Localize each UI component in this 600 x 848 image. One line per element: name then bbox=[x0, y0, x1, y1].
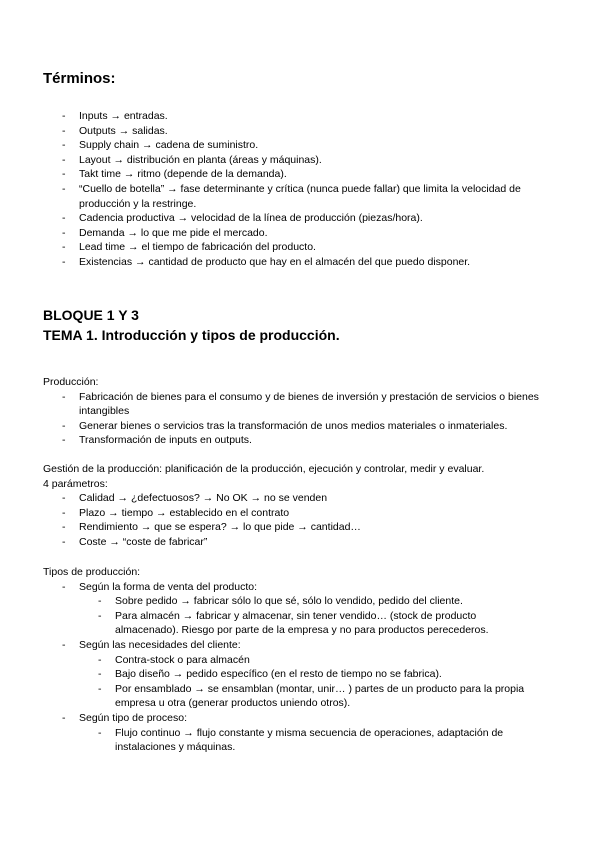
bullet-dash: - bbox=[98, 653, 102, 666]
bullet-dash: - bbox=[62, 226, 66, 239]
item-text: Sobre pedido → fabricar sólo lo que sé, sólo lo vendido, pedido del cliente. bbox=[115, 595, 463, 608]
term-text: Outputs → salidas. bbox=[79, 124, 168, 137]
list-item bbox=[0, 419, 600, 434]
sub-list-item bbox=[0, 653, 600, 668]
term-text: Supply chain → cadena de suministro. bbox=[79, 139, 259, 152]
group-item bbox=[0, 711, 600, 726]
bullet-dash: - bbox=[62, 492, 66, 505]
item-text: Fabricación de bienes para el consumo y de bienes de inversión y prestación de servicios o bienes intangibles bbox=[79, 390, 539, 418]
term-text: Existencias → cantidad de producto que hay en el almacén del que puedo disponer. bbox=[79, 255, 471, 268]
term-text: “Cuello de botella” → fase determinante y crítica (nunca puede fallar) que limita la velocidad de producción y la restringe. bbox=[79, 182, 521, 210]
bullet-dash: - bbox=[62, 212, 66, 225]
tipos-section bbox=[0, 565, 600, 755]
term-text: Layout → distribución en planta (áreas y máquinas). bbox=[79, 153, 322, 166]
terms-heading: Términos: bbox=[43, 70, 116, 87]
list-item bbox=[0, 153, 600, 168]
bullet-dash: - bbox=[62, 139, 66, 152]
item-text: Calidad → ¿defectuosos? → No OK → no se venden bbox=[79, 492, 328, 505]
bullet-dash: - bbox=[62, 638, 66, 651]
bullet-dash: - bbox=[62, 419, 66, 432]
item-text: Contra-stock o para almacén bbox=[115, 653, 250, 666]
list-item bbox=[0, 520, 600, 535]
list-item bbox=[0, 138, 600, 153]
list-item bbox=[0, 433, 600, 448]
produccion-section bbox=[0, 375, 600, 448]
bullet-dash: - bbox=[62, 521, 66, 534]
item-text: Por ensamblado → se ensamblan (montar, unir… ) partes de un producto para la propia empresa u otra (generar productos uniendo otros). bbox=[115, 682, 525, 710]
bullet-dash: - bbox=[62, 711, 66, 724]
bullet-dash: - bbox=[62, 182, 66, 195]
sub-list-item bbox=[0, 726, 600, 755]
list-item bbox=[0, 506, 600, 521]
bloque-heading: BLOQUE 1 Y 3 bbox=[43, 307, 139, 323]
list-item bbox=[0, 211, 600, 226]
bullet-dash: - bbox=[62, 255, 66, 268]
bullet-dash: - bbox=[62, 241, 66, 254]
item-text: Coste → “coste de fabricar” bbox=[79, 535, 208, 548]
terms-list bbox=[0, 109, 600, 270]
gestion-section bbox=[0, 462, 600, 550]
bullet-dash: - bbox=[98, 682, 102, 695]
term-text: Demanda → lo que me pide el mercado. bbox=[79, 226, 268, 239]
bullet-dash: - bbox=[98, 609, 102, 622]
term-text: Inputs → entradas. bbox=[79, 110, 168, 122]
bullet-dash: - bbox=[62, 580, 66, 593]
item-text: Rendimiento → que se espera? → lo que pide → cantidad… bbox=[79, 521, 361, 534]
gestion-line: Gestión de la producción: planificación de la producción, ejecución y controlar, medir y evaluar. bbox=[43, 463, 485, 475]
term-text: Cadencia productiva → velocidad de la línea de producción (piezas/hora). bbox=[79, 212, 423, 225]
group-label: Según las necesidades del cliente: bbox=[79, 638, 241, 651]
bullet-dash: - bbox=[62, 168, 66, 181]
sub-list-item bbox=[0, 609, 600, 638]
item-text: Transformación de inputs en outputs. bbox=[79, 434, 252, 447]
bullet-dash: - bbox=[98, 595, 102, 608]
list-item bbox=[0, 240, 600, 255]
params-label: 4 parámetros: bbox=[43, 477, 108, 490]
group-item bbox=[0, 638, 600, 653]
list-item bbox=[0, 491, 600, 506]
bullet-dash: - bbox=[98, 668, 102, 681]
list-item bbox=[0, 255, 600, 270]
bullet-dash: - bbox=[62, 434, 66, 447]
list-item bbox=[0, 535, 600, 550]
terms-section bbox=[0, 109, 600, 270]
item-text: Plazo → tiempo → establecido en el contrato bbox=[79, 506, 290, 519]
term-text: Takt time → ritmo (depende de la demanda). bbox=[79, 168, 287, 181]
bullet-dash: - bbox=[62, 153, 66, 166]
produccion-label: Producción: bbox=[43, 376, 99, 388]
sub-list-item bbox=[0, 682, 600, 711]
sub-list-item bbox=[0, 667, 600, 682]
list-item bbox=[0, 109, 600, 124]
item-text: Para almacén → fabricar y almacenar, sin tener vendido… (stock de producto almacenado). Riesgo por parte de la empresa y no para productos perecederos. bbox=[115, 609, 489, 637]
bullet-dash: - bbox=[62, 506, 66, 519]
bullet-dash: - bbox=[98, 726, 102, 739]
bullet-dash: - bbox=[62, 535, 66, 548]
tipos-label: Tipos de producción: bbox=[43, 566, 141, 578]
tema-heading: TEMA 1. Introducción y tipos de producción. bbox=[43, 327, 340, 343]
produccion-list bbox=[0, 390, 600, 448]
list-item bbox=[0, 390, 600, 419]
list-item bbox=[0, 182, 600, 211]
item-text: Generar bienes o servicios tras la transformación de unos medios materiales o inmateriales. bbox=[79, 419, 508, 432]
list-item bbox=[0, 226, 600, 241]
sub-list-item bbox=[0, 594, 600, 609]
item-text: Flujo continuo → flujo constante y misma secuencia de operaciones, adaptación de instalaciones y máquinas. bbox=[115, 726, 504, 754]
params-list bbox=[0, 491, 600, 549]
bullet-dash: - bbox=[62, 390, 66, 403]
item-text: Bajo diseño → pedido específico (en el resto de tiempo no se fabrica). bbox=[115, 668, 442, 681]
group-label: Según la forma de venta del producto: bbox=[79, 580, 258, 593]
tipos-list bbox=[0, 580, 600, 755]
list-item bbox=[0, 167, 600, 182]
group-item bbox=[0, 580, 600, 595]
list-item bbox=[0, 124, 600, 139]
term-text: Lead time → el tiempo de fabricación del producto. bbox=[79, 241, 316, 254]
bullet-dash: - bbox=[62, 124, 66, 137]
bullet-dash: - bbox=[62, 110, 66, 122]
group-label: Según tipo de proceso: bbox=[79, 711, 187, 724]
